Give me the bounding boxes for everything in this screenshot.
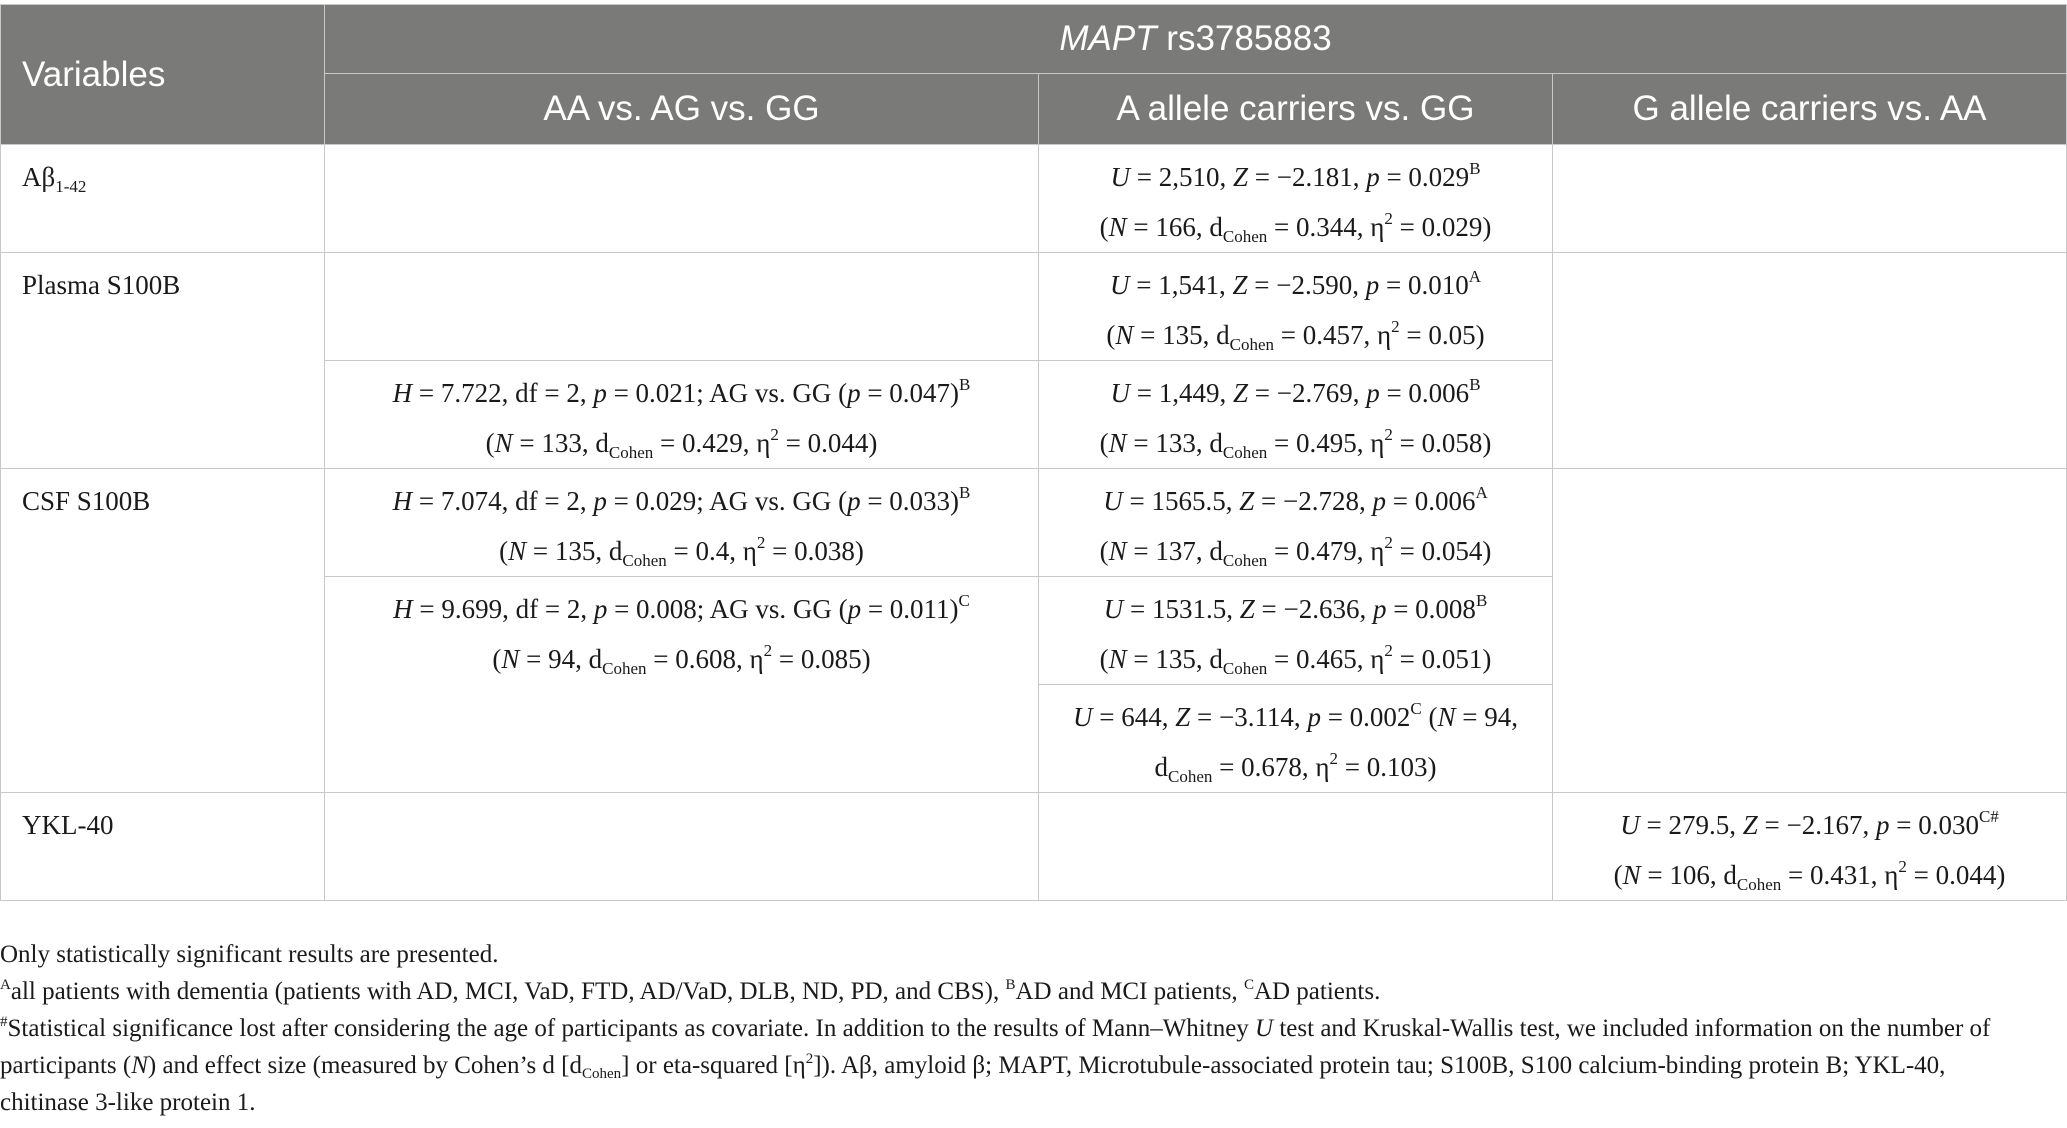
- header-snp: rs3785883: [1156, 19, 1332, 58]
- row-label-csf-s100b: CSF S100B: [1, 469, 325, 793]
- cell-abeta-a-carriers: U = 2,510, Z = −2.181, $p = 0.029^B$ (N = 166, $d_{Cohen} = 0.344$, $\eta^2 = 0.029$): [1039, 145, 1553, 253]
- table-row: [1, 253, 2067, 361]
- cell-csf-a-carriers-3: U = 644, Z = −3.114, $p = 0.002^C$ (N = 94, $d_{Cohen} = 0.678$, $\eta^2 = 0.103$): [1039, 685, 1553, 793]
- empty-cell: [1553, 469, 2067, 793]
- header-gene: MAPT: [1059, 19, 1157, 58]
- footnote-groups: $^A$all patients with dementia (patients with AD, MCI, VaD, FTD, AD/VaD, DLB, ND, PD, and CBS), $^B$AD and MCI patients, $^C$AD patients.: [0, 977, 1381, 1005]
- header-col-a-carriers: A allele carriers vs. GG: [1039, 74, 1553, 145]
- cell-plasma-a-carriers-2: U = 1,449, Z = −2.769, $p = 0.006^B$ (N = 133, $d_{Cohen} = 0.495$, $\eta^2 = 0.058$): [1039, 361, 1553, 469]
- cell-csf-a-carriers-1: U = 1565.5, Z = −2.728, $p = 0.006^A$ (N = 137, $d_{Cohen} = 0.479$, $\eta^2 = 0.054$): [1039, 469, 1553, 577]
- row-label-abeta: $A\beta_{1-42}$: [1, 145, 325, 253]
- cell-csf-genotype-1: H = 7.074, df = 2, p = 0.029; AG vs. GG (p = 0.033)$^B$ (N = 135, $d_{Cohen} = 0.4$, $\eta^2 = 0.038$): [325, 469, 1039, 577]
- empty-cell: [1553, 253, 2067, 469]
- row-label-plasma-s100b: Plasma S100B: [1, 253, 325, 469]
- header-col-g-carriers: G allele carriers vs. AA: [1553, 74, 2067, 145]
- empty-cell: [325, 793, 1039, 901]
- empty-cell: [1039, 793, 1553, 901]
- header-group: [325, 5, 2067, 74]
- header-variables: Variables: [1, 5, 325, 145]
- table-row: [1, 145, 2067, 253]
- table-row: [1, 469, 2067, 577]
- footnote-significance: Only statistically significant results are presented.: [0, 941, 499, 968]
- cell-csf-a-carriers-2: U = 1531.5, Z = −2.636, $p = 0.008^B$ (N = 135, $d_{Cohen} = 0.465$, $\eta^2 = 0.051$): [1039, 577, 1553, 685]
- row-label-ykl-40: YKL-40: [1, 793, 325, 901]
- empty-cell: [325, 145, 1039, 253]
- empty-cell: [325, 253, 1039, 361]
- cell-plasma-a-carriers-1: U = 1,541, Z = −2.590, $p = 0.010^A$ (N = 135, $d_{Cohen} = 0.457$, $\eta^2 = 0.05$): [1039, 253, 1553, 361]
- empty-cell: [1553, 145, 2067, 253]
- header-col-genotype: AA vs. AG vs. GG: [325, 74, 1039, 145]
- table-footnotes: [0, 936, 2040, 1121]
- cell-plasma-genotype-2: H = 7.722, df = 2, p = 0.021; AG vs. GG (p = 0.047)$^B$ (N = 133, $d_{Cohen} = 0.429$, $\eta^2 = 0.044$): [325, 361, 1039, 469]
- cell-csf-genotype-2: H = 9.699, df = 2, p = 0.008; AG vs. GG (p = 0.011)$^C$ (N = 94, $d_{Cohen} = 0.608$, $\eta^2 = 0.085$): [325, 577, 1039, 793]
- table-row: [1, 793, 2067, 901]
- cell-ykl-g-carriers: U = 279.5, Z = −2.167, $p = 0.030^{C\#}$ (N = 106, $d_{Cohen} = 0.431$, $\eta^2 = 0.044$): [1553, 793, 2067, 901]
- results-table: [0, 4, 2067, 901]
- footnote-covariate: #Statistical significance lost after considering the age of participants as covariate. In addition to the results of Mann–Whitney U test and Kruskal-Wallis test, we included information on the number of participants (N) and effect size (measured by Cohen’s d $[d_{Cohen}]$ or eta-squared $[\eta^2]$). Aβ, amyloid β; MAPT, Microtubule-associated protein tau; S100B, S100 calcium-binding protein B; YKL-40, chitinase 3-like protein 1.: [0, 1014, 1991, 1116]
